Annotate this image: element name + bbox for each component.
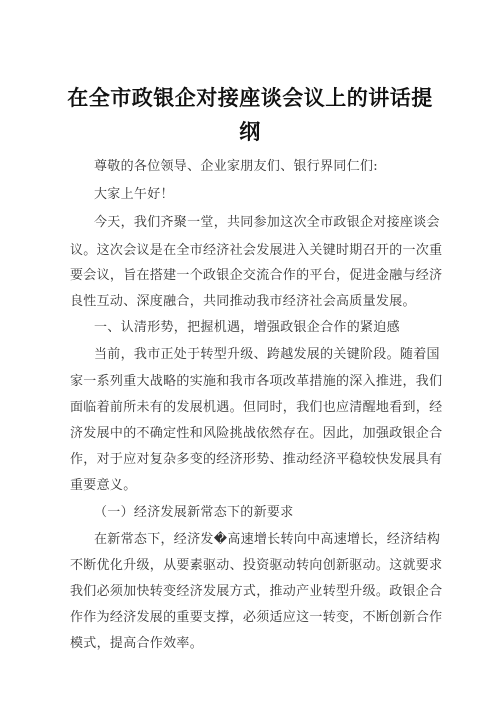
paragraph-line: 面临着前所未有的发展机遇。但同时，我们也应清醒地看到，经 xyxy=(70,400,443,415)
paragraph-line: 当前，我市正处于转型升级、跨越发展的关键阶段。随着国 xyxy=(94,347,440,362)
paragraph-line: 不断优化升级，从要素驱动、投资驱动转向创新驱动。这就要求 xyxy=(70,558,443,573)
salutation: 尊敬的各位领导、企业家朋友们、银行界同仁们: xyxy=(94,159,378,174)
document-title-line-1: 在全市政银企对接座谈会议上的讲话提 xyxy=(67,86,433,110)
paragraph-line: 作作为经济发展的重要支撑，必须适应这一转变，不断创新合作 xyxy=(70,610,443,625)
paragraph-line: 今天，我们齐聚一堂，共同参加这次全市政银企对接座谈会 xyxy=(94,215,440,230)
paragraph-line: 在新常态下，经济发�高速增长转向中高速增长，经济结构 xyxy=(94,532,441,547)
paragraph-line: 重要意义。 xyxy=(70,478,137,493)
paragraph-line: 作，对于应对复杂多变的经济形势、推动经济平稳较快发展具有 xyxy=(70,452,443,467)
paragraph-line: 家一系列重大战略的实施和我市各项改革措施的深入推进，我们 xyxy=(70,374,443,389)
paragraph-line: 我们必须加快转变经济发展方式，推动产业转型升级。政银企合 xyxy=(70,584,443,599)
paragraph-line: 要会议，旨在搭建一个政银企交流合作的平台，促进金融与经济 xyxy=(70,268,443,283)
greeting: 大家上午好！ xyxy=(94,187,174,202)
document-title-line-2: 纲 xyxy=(239,120,261,144)
subsection-heading: （一）经济发展新常态下的新要求 xyxy=(94,505,294,520)
paragraph-line: 议。这次会议是在全市经济社会发展进入关键时期召开的一次重 xyxy=(70,243,443,258)
paragraph-line: 良性互动、深度融合，共同推动我市经济社会高质量发展。 xyxy=(70,294,416,309)
section-heading: 一、认清形势，把握机遇，增强政银企合作的紧迫感 xyxy=(94,320,400,335)
paragraph-line: 模式，提高合作效率。 xyxy=(70,636,204,651)
paragraph-line: 济发展中的不确定性和风险挑战依然存在。因此，加强政银企合 xyxy=(70,426,443,441)
